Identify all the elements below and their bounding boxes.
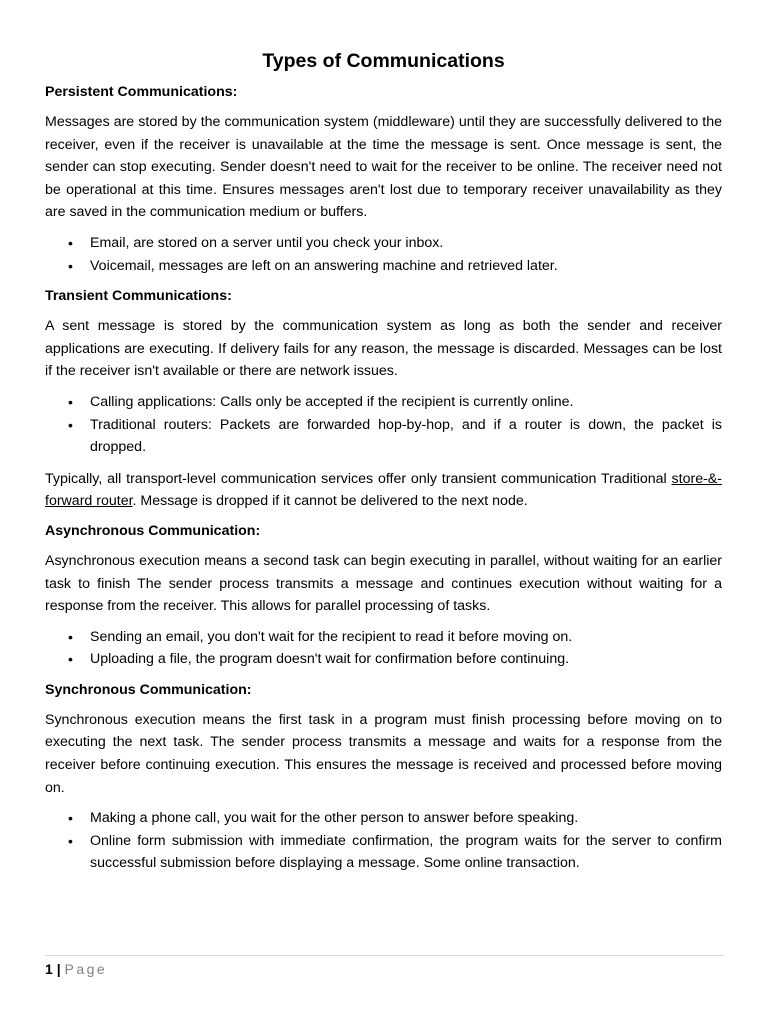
list-item-text: Online form submission with immediate confirmation, the program waits for the server to confirm successful submission before displaying a message. Some online transaction. bbox=[90, 832, 722, 872]
bullet-icon: • bbox=[68, 416, 73, 433]
list-item bbox=[45, 414, 722, 459]
underlined-term: store-&-forward router bbox=[45, 470, 722, 510]
section-paragraph: A sent message is stored by the communication system as long as both the sender and receiver applications are executing. If delivery fails for any reason, the message is discarded. Messages can be lost if the receiver isn't available or there are network issues. bbox=[45, 318, 722, 380]
section-heading: Synchronous Communication: bbox=[45, 681, 252, 698]
bullet-icon: • bbox=[68, 393, 73, 410]
list-item bbox=[45, 626, 722, 649]
bullet-icon: • bbox=[68, 257, 73, 274]
list-item-text: Email, are stored on a server until you check your inbox. bbox=[90, 234, 444, 251]
paragraph-text: . Message is dropped if it cannot be delivered to the next node. bbox=[132, 493, 528, 510]
bullet-icon: • bbox=[68, 832, 73, 849]
bullet-list bbox=[45, 807, 722, 875]
bullet-icon: • bbox=[68, 628, 73, 645]
list-item-text: Making a phone call, you wait for the other person to answer before speaking. bbox=[90, 810, 579, 827]
list-item-text: Voicemail, messages are left on an answering machine and retrieved later. bbox=[90, 257, 558, 274]
list-item-text: Traditional routers: Packets are forwarded hop-by-hop, and if a router is down, the packet is dropped. bbox=[90, 416, 722, 456]
list-item bbox=[45, 232, 722, 255]
list-item bbox=[45, 391, 722, 414]
footer-separator: | bbox=[56, 961, 61, 977]
page-number: 1 bbox=[45, 961, 53, 977]
list-item bbox=[45, 807, 722, 830]
bullet-list bbox=[45, 626, 722, 671]
bullet-list bbox=[45, 232, 722, 277]
page-label: Page bbox=[64, 961, 108, 977]
bullet-icon: • bbox=[68, 810, 73, 827]
list-item bbox=[45, 648, 722, 671]
list-item bbox=[45, 255, 722, 278]
section-paragraph: Messages are stored by the communication system (middleware) until they are successfully delivered to the receiver, even if the receiver is unavailable at the time the message is sent. Once message is sent, the sender can stop executing. Sender doesn't need to wait for the receiver to be online. The receiver need not be operational at this time. Ensures messages aren't lost due to temporary receiver unavailability as they are saved in the communication medium or buffers. bbox=[45, 114, 722, 221]
section-heading: Persistent Communications: bbox=[45, 84, 238, 100]
bullet-icon: • bbox=[68, 651, 73, 668]
bullet-icon: • bbox=[68, 234, 73, 251]
list-item-text: Sending an email, you don't wait for the recipient to read it before moving on. bbox=[90, 628, 573, 645]
list-item-text: Calling applications: Calls only be accepted if the recipient is currently online. bbox=[90, 393, 574, 410]
section-paragraph: Synchronous execution means the first task in a program must finish processing before moving on to executing the next task. The sender process transmits a message and waits for a response from the receiver before continuing execution. This ensures the message is received and processed before moving on. bbox=[45, 711, 722, 796]
section-paragraph: Asynchronous execution means a second task can begin executing in parallel, without waiting for an earlier task to finish The sender process transmits a message and continues execution without waiting for a response from the receiver. This allows for parallel processing of tasks. bbox=[45, 552, 722, 615]
section-heading: Transient Communications: bbox=[45, 288, 232, 305]
page-footer bbox=[45, 955, 724, 979]
list-item-text: Uploading a file, the program doesn't wait for confirmation before continuing. bbox=[90, 651, 570, 668]
list-item bbox=[45, 830, 722, 875]
page-title: Types of Communications bbox=[262, 50, 505, 72]
document-page bbox=[45, 47, 722, 884]
section-heading: Asynchronous Communication: bbox=[45, 522, 261, 539]
paragraph-text: Typically, all transport-level communication services offer only transient communication Traditional bbox=[45, 470, 672, 487]
bullet-list bbox=[45, 391, 722, 459]
section-paragraph bbox=[45, 468, 722, 513]
